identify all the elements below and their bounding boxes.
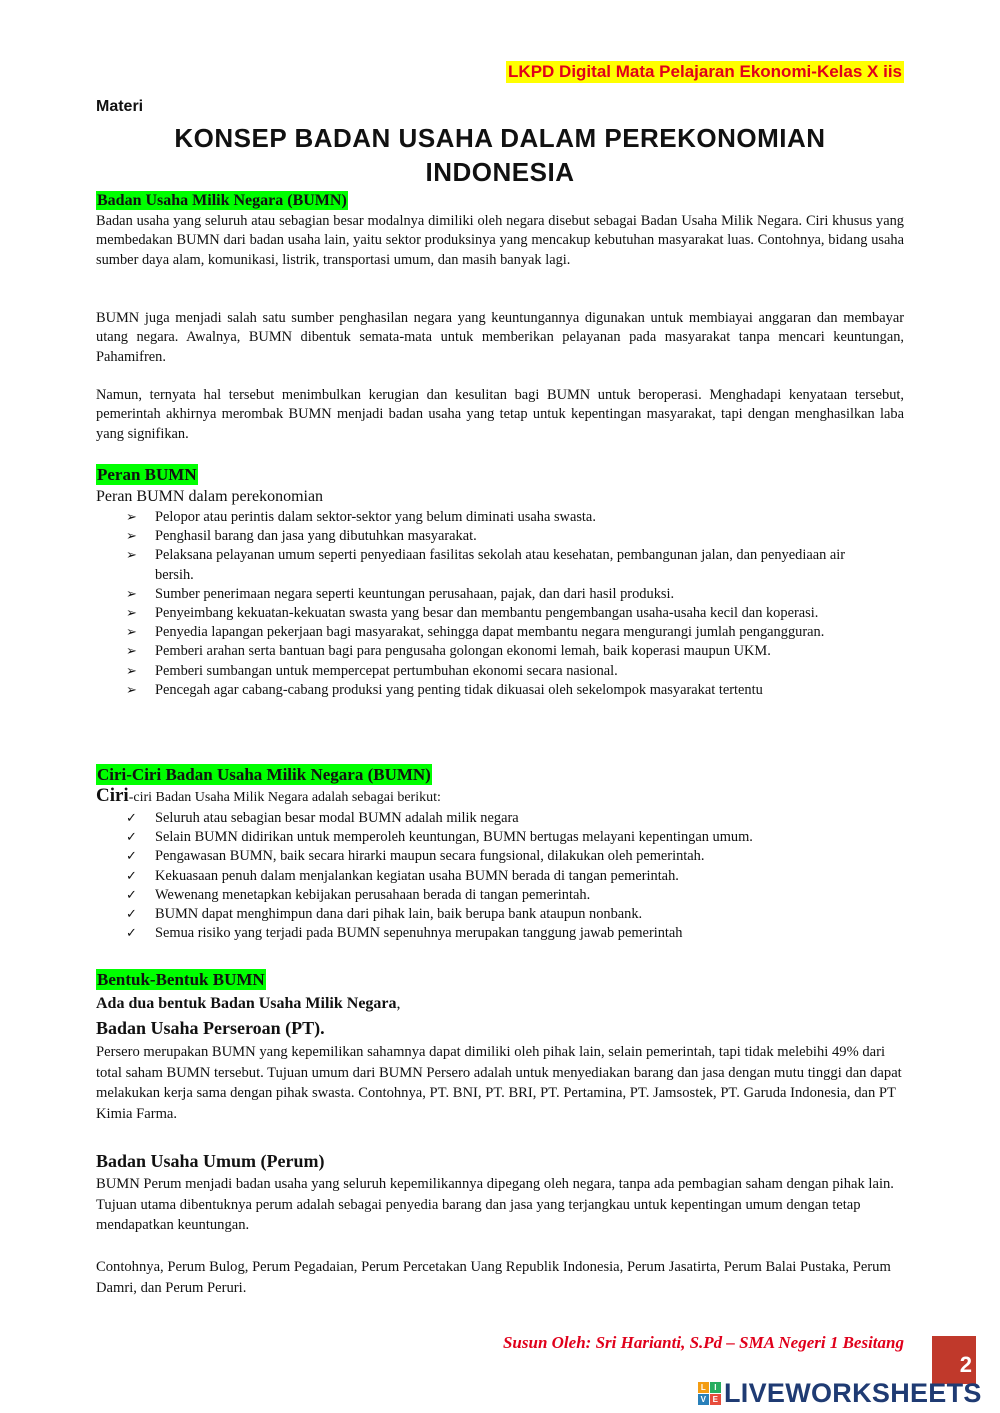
list-item: ✓ Selain BUMN didirikan untuk memperoleh keuntungan, BUMN bertugas melayani kepentingan umum. (126, 828, 886, 847)
arrow-bullet-icon: ➢ (126, 625, 137, 641)
list-item: ✓ Wewenang menetapkan kebijakan perusahaan berada di tangan pemerintah. (126, 886, 886, 905)
page-number: 2 (932, 1336, 976, 1384)
arrow-bullet-icon: ➢ (126, 682, 137, 698)
arrow-bullet-icon: ➢ (126, 606, 137, 622)
section-heading-bumn: Badan Usaha Milik Negara (BUMN) (97, 192, 347, 209)
section-heading-ciri: Ciri-Ciri Badan Usaha Milik Negara (BUMN) (97, 765, 431, 784)
page-title (96, 121, 904, 189)
list-item: ✓ BUMN dapat menghimpun dana dari pihak lain, baik berupa bank ataupun nonbank. (126, 905, 886, 924)
page-title-line-2: INDONESIA (425, 157, 575, 187)
checkmark-icon: ✓ (126, 926, 137, 942)
arrow-bullet-icon: ➢ (126, 586, 137, 602)
perum-heading: Badan Usaha Umum (Perum) (96, 1151, 325, 1171)
list-item: ✓ Semua risiko yang terjadi pada BUMN sepenuhnya merupakan tanggung jawab pemerintah (126, 924, 886, 943)
list-item: ✓ Kekuasaan penuh dalam menjalankan kegiatan usaha BUMN berada di tangan pemerintah. (126, 867, 886, 886)
section-heading-peran: Peran BUMN (97, 465, 197, 484)
list-item: ➢ Pelaksana pelayanan umum seperti penyediaan fasilitas sekolah atau kesehatan, pembangunan jalan, dan penyediaan air bersih. (126, 547, 846, 583)
checkmark-icon: ✓ (126, 830, 137, 846)
checkmark-icon: ✓ (126, 887, 137, 903)
liveworksheets-logo (698, 1378, 982, 1408)
ciri-intro: Ciri-ciri Badan Usaha Milik Negara adalah sebagai berikut: (96, 785, 441, 806)
peran-intro: Peran BUMN dalam perekonomian (96, 488, 324, 505)
list-item: ➢ Pemberi arahan serta bantuan bagi para pengusaha golongan ekonomi lemah, baik koperasi maupun UKM. (126, 642, 886, 661)
peran-list (126, 508, 886, 700)
bumn-paragraph-2: BUMN juga menjadi salah satu sumber penghasilan negara yang keuntungannya digunakan untuk membiayai anggaran dan membayar utang negara. Awalnya, BUMN dibentuk semata-mata untuk memberikan pelayanan pada masyarakat tanpa mencari keuntungan, Pahamifren. (96, 310, 904, 365)
page-title-line-1: KONSEP BADAN USAHA DALAM PEREKONOMIAN (174, 123, 826, 153)
bumn-paragraph-3: Namun, ternyata hal tersebut menimbulkan kerugian dan kesulitan bagi BUMN untuk beroperasi. Menghadapi kenyataan tersebut, pemerintah akhirnya merombak BUMN menjadi badan usaha yang tetap untuk kepentingan masyarakat, tapi dengan menghasilkan laba yang signifikan. (96, 387, 904, 442)
list-item: ➢ Pencegah agar cabang-cabang produksi yang penting tidak dikuasai oleh sekelompok masyarakat tertentu (126, 681, 886, 700)
header-tag: LKPD Digital Mata Pelajaran Ekonomi-Kelas X iis (508, 62, 902, 81)
list-item: ➢ Pelopor atau perintis dalam sektor-sektor yang belum diminati usaha swasta. (126, 508, 886, 527)
list-item: ✓ Pengawasan BUMN, baik secara hirarki maupun secara fungsional, dilakukan oleh pemerintah. (126, 847, 886, 866)
bumn-paragraph-1: Badan usaha yang seluruh atau sebagian besar modalnya dimiliki oleh negara disebut sebagai Badan Usaha Milik Negara. Ciri khusus yang membedakan BUMN dari badan usaha lain, yaitu sektor produksinya yang mencakup kebutuhan masyarakat luas. Contohnya, bidang usaha sumber daya alam, komunikasi, listrik, transportasi umum, dan masih banyak lagi. (96, 213, 904, 268)
perum-paragraph: BUMN Perum menjadi badan usaha yang seluruh kepemilikannya dipegang oleh negara, tanpa ada pembagian saham dengan pihak lain. Tujuan utama dibentuknya perum adalah sebagai penyedia barang dan jasa yang terjangkau untuk kepentingan umum dengan tetap mendapatkan keuntungan. (96, 1176, 894, 1234)
list-item: ➢ Penyedia lapangan pekerjaan bagi masyarakat, sehingga dapat membantu negara mengurangi jumlah pengangguran. (126, 623, 886, 642)
list-item: ➢ Sumber penerimaan negara seperti keuntungan perusahaan, pajak, dan dari hasil produksi. (126, 585, 886, 604)
arrow-bullet-icon: ➢ (126, 548, 137, 564)
section-heading-bentuk: Bentuk-Bentuk BUMN (97, 970, 265, 989)
persero-heading: Badan Usaha Perseroan (PT). (96, 1018, 325, 1038)
ciri-list (126, 809, 886, 943)
liveworksheets-wordmark: LIVEWORKSHEETS (724, 1377, 982, 1408)
arrow-bullet-icon: ➢ (126, 510, 137, 525)
checkmark-icon: ✓ (126, 907, 137, 923)
arrow-bullet-icon: ➢ (126, 529, 137, 545)
arrow-bullet-icon: ➢ (126, 644, 137, 660)
liveworksheets-logo-icon: L I V E (698, 1382, 721, 1405)
checkmark-icon: ✓ (126, 811, 137, 826)
list-item: ➢ Penghasil barang dan jasa yang dibutuhkan masyarakat. (126, 527, 886, 546)
list-item: ➢ Pemberi sumbangan untuk mempercepat pertumbuhan ekonomi secara nasional. (126, 662, 886, 681)
perum-examples: Contohnya, Perum Bulog, Perum Pegadaian, Perum Percetakan Uang Republik Indonesia, Perum Jasatirta, Perum Balai Pustaka, Perum Damri, dan Perum Peruri. (96, 1259, 891, 1296)
persero-paragraph: Persero merupakan BUMN yang kepemilikan sahamnya dapat dimiliki oleh pihak lain, selain pemerintah, tapi tidak melebihi 49% dari total saham BUMN tersebut. Tujuan umum dari BUMN Persero adalah untuk menyediakan barang dan jasa dengan mutu tinggi dan dapat melakukan kerja sama dengan pihak swasta. Contohnya, PT. BNI, PT. BRI, PT. Pertamina, PT. Jamsostek, PT. Garuda Indonesia, dan PT Kimia Farma. (96, 1044, 902, 1122)
bentuk-intro: Ada dua bentuk Badan Usaha Milik Negara, (96, 995, 401, 1012)
list-item: ✓ Seluruh atau sebagian besar modal BUMN adalah milik negara (126, 809, 886, 828)
checkmark-icon: ✓ (126, 849, 137, 865)
arrow-bullet-icon: ➢ (126, 663, 137, 679)
materi-label: Materi (96, 98, 144, 115)
footer-author: Susun Oleh: Sri Harianti, S.Pd – SMA Negeri 1 Besitang (502, 1333, 904, 1352)
checkmark-icon: ✓ (126, 868, 137, 884)
list-item: ➢ Penyeimbang kekuatan-kekuatan swasta yang besar dan membantu pengembangan usaha-usaha kecil dan koperasi. (126, 604, 886, 623)
